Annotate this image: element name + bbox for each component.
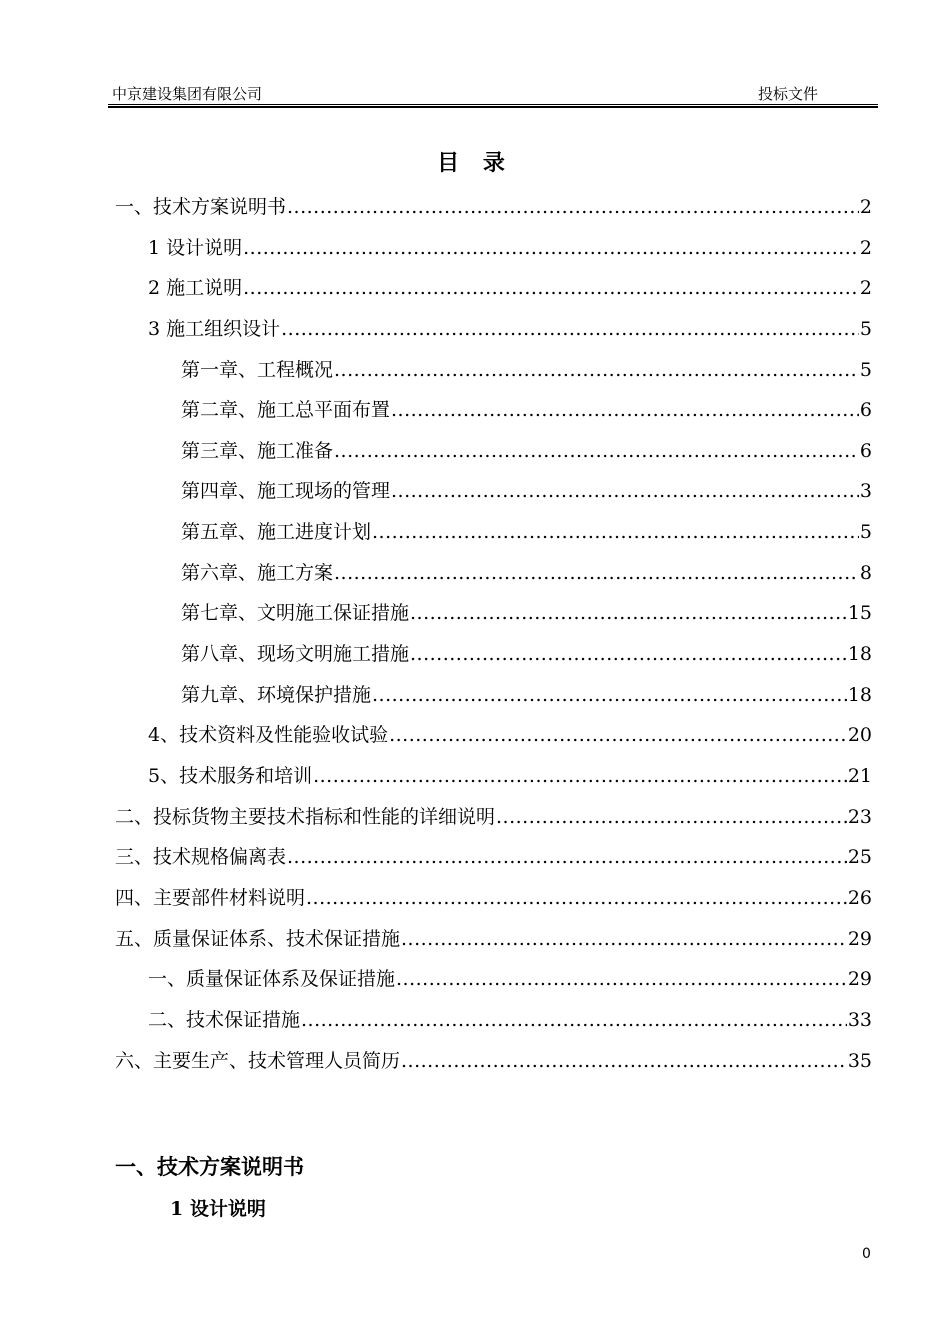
- toc-leader-dots: [372, 680, 847, 710]
- toc-entry-level-1[interactable]: [115, 190, 872, 222]
- toc-entry-label: 第六章、施工方案: [181, 562, 334, 584]
- toc-entry-label: 一、技术方案说明书: [115, 196, 287, 218]
- toc-entry-level-3[interactable]: [181, 434, 872, 466]
- toc-leader-dots: [389, 720, 847, 750]
- toc-entry-page: 18: [847, 643, 872, 665]
- toc-entry-label: 第八章、现场文明施工措施: [181, 643, 410, 665]
- toc-entry-page: 29: [847, 928, 872, 950]
- toc-leader-dots: [306, 883, 847, 913]
- toc-leader-dots: [334, 436, 859, 466]
- toc-entry-page: 33: [847, 1009, 872, 1031]
- toc-entry-page: 2: [859, 196, 872, 218]
- toc-entry-label: 4、技术资料及性能验收试验: [148, 724, 389, 746]
- toc-entry-page: 3: [859, 480, 872, 502]
- toc-entry-label: 第二章、施工总平面布置: [181, 399, 391, 421]
- toc-entry-label: 四、主要部件材料说明: [115, 887, 306, 909]
- toc-leader-dots: [301, 1005, 847, 1035]
- toc-entry-label: 五、质量保证体系、技术保证措施: [115, 928, 401, 950]
- toc-leader-dots: [410, 598, 847, 628]
- section-heading: 一、技术方案说明书: [115, 1154, 304, 1179]
- toc-entry-level-2[interactable]: [148, 962, 872, 994]
- toc-entry-label: 第三章、施工准备: [181, 440, 334, 462]
- toc-entry-level-2[interactable]: [148, 231, 872, 263]
- toc-entry-label: 5、技术服务和培训: [148, 765, 313, 787]
- toc-entry-label: 1 设计说明: [148, 237, 243, 259]
- toc-title: 目 录: [437, 150, 513, 176]
- toc-entry-label: 第七章、文明施工保证措施: [181, 602, 410, 624]
- toc-leader-dots: [496, 802, 847, 832]
- toc-entry-page: 20: [847, 724, 872, 746]
- toc-entry-label: 六、主要生产、技术管理人员简历: [115, 1050, 401, 1072]
- toc-entry-page: 23: [847, 806, 872, 828]
- header-rule-thick: [108, 106, 878, 108]
- toc-entry-label: 第五章、施工进度计划: [181, 521, 372, 543]
- toc-leader-dots: [396, 964, 847, 994]
- toc-entry-level-2[interactable]: [148, 271, 872, 303]
- toc-entry-page: 15: [847, 602, 872, 624]
- header-document-type: 投标文件: [757, 85, 818, 103]
- toc-leader-dots: [401, 924, 847, 954]
- toc-entry-page: 2: [859, 237, 872, 259]
- toc-entry-level-2[interactable]: [148, 718, 872, 750]
- toc-entry-level-2[interactable]: [148, 312, 872, 344]
- header-company-name: 中京建设集团有限公司: [112, 85, 263, 103]
- toc-leader-dots: [401, 1046, 847, 1076]
- toc-entry-page: 5: [859, 521, 872, 543]
- toc-entry-level-3[interactable]: [181, 474, 872, 506]
- toc-entry-label: 2 施工说明: [148, 277, 243, 299]
- toc-entry-label: 第九章、环境保护措施: [181, 684, 372, 706]
- toc-leader-dots: [372, 517, 859, 547]
- toc-entry-page: 26: [847, 887, 872, 909]
- toc-entry-level-3[interactable]: [181, 515, 872, 547]
- toc-entry-page: 5: [859, 359, 872, 381]
- toc-entry-page: 6: [859, 399, 872, 421]
- toc-entry-level-3[interactable]: [181, 556, 872, 588]
- toc-entry-label: 第四章、施工现场的管理: [181, 480, 391, 502]
- toc-entry-level-1[interactable]: [115, 1044, 872, 1076]
- toc-entry-page: 25: [847, 846, 872, 868]
- toc-leader-dots: [313, 761, 847, 791]
- toc-entry-page: 18: [847, 684, 872, 706]
- toc-entry-label: 第一章、工程概况: [181, 359, 334, 381]
- toc-entry-page: 5: [859, 318, 872, 340]
- toc-leader-dots: [287, 842, 847, 872]
- subsection-heading: 1 设计说明: [170, 1198, 266, 1220]
- toc-entry-label: 三、技术规格偏离表: [115, 846, 287, 868]
- toc-entry-page: 6: [859, 440, 872, 462]
- toc-entry-level-1[interactable]: [115, 840, 872, 872]
- toc-entry-page: 29: [847, 968, 872, 990]
- toc-entry-level-1[interactable]: [115, 881, 872, 913]
- toc-leader-dots: [391, 476, 859, 506]
- toc-leader-dots: [281, 314, 859, 344]
- toc-leader-dots: [334, 355, 859, 385]
- toc-entry-label: 二、技术保证措施: [148, 1009, 301, 1031]
- toc-leader-dots: [287, 192, 859, 222]
- toc-leader-dots: [334, 558, 859, 588]
- toc-entry-level-3[interactable]: [181, 353, 872, 385]
- toc-entry-level-2[interactable]: [148, 1003, 872, 1035]
- toc-leader-dots: [243, 233, 859, 263]
- header-rule-thin: [108, 104, 878, 105]
- toc-entry-level-3[interactable]: [181, 637, 872, 669]
- toc-entry-label: 一、质量保证体系及保证措施: [148, 968, 396, 990]
- page-header: [108, 84, 878, 104]
- toc-entry-level-3[interactable]: [181, 678, 872, 710]
- toc-entry-level-1[interactable]: [115, 800, 872, 832]
- toc-entry-level-1[interactable]: [115, 922, 872, 954]
- toc-entry-level-3[interactable]: [181, 596, 872, 628]
- toc-entry-label: 二、投标货物主要技术指标和性能的详细说明: [115, 806, 496, 828]
- toc-entry-page: 21: [847, 765, 872, 787]
- toc-entry-level-3[interactable]: [181, 393, 872, 425]
- toc-entry-label: 3 施工组织设计: [148, 318, 281, 340]
- toc-entry-level-2[interactable]: [148, 759, 872, 791]
- toc-entry-page: 35: [847, 1050, 872, 1072]
- toc-leader-dots: [243, 273, 859, 303]
- toc-entry-page: 8: [859, 562, 872, 584]
- toc-leader-dots: [391, 395, 859, 425]
- toc-entry-page: 2: [859, 277, 872, 299]
- page-number: 0: [862, 1246, 871, 1262]
- toc-leader-dots: [410, 639, 847, 669]
